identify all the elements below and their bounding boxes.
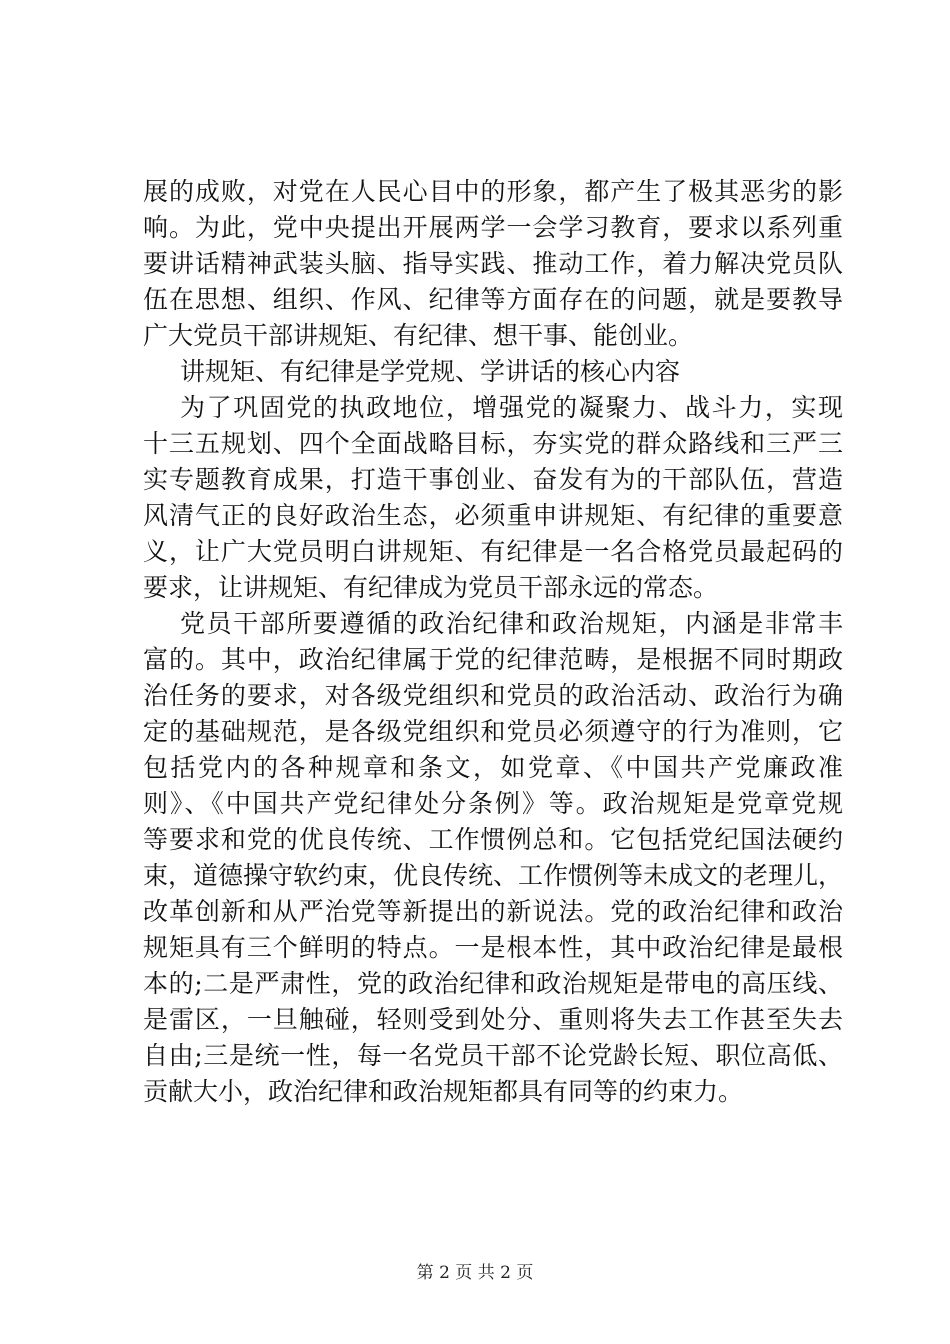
section-heading: 讲规矩、有纪律是学党规、学讲话的核心内容 bbox=[180, 357, 681, 386]
text-line: 规矩具有三个鲜明的特点。一是根本性，其中政治纪律是最根 bbox=[143, 933, 843, 962]
page-number-footer: 第 2 页 共 2 页 bbox=[416, 1263, 534, 1283]
text-line: 自由;三是统一性，每一名党员干部不论党龄长短、职位高低、 bbox=[143, 1041, 843, 1070]
text-line: 实专题教育成果，打造干事创业、奋发有为的干部队伍，营造 bbox=[143, 465, 843, 494]
text-line: 为了巩固党的执政地位，增强党的凝聚力、战斗力，实现 bbox=[180, 393, 843, 422]
body-text bbox=[143, 174, 843, 1110]
text-line: 改革创新和从严治党等新提出的新说法。党的政治纪律和政治 bbox=[143, 897, 843, 926]
text-line: 束，道德操守软约束，优良传统、工作惯例等未成文的老理儿， bbox=[143, 861, 844, 890]
text-line: 义，让广大党员明白讲规矩、有纪律是一名合格党员最起码的 bbox=[143, 537, 843, 566]
text-line: 本的;二是严肃性，党的政治纪律和政治规矩是带电的高压线、 bbox=[143, 969, 843, 998]
text-line: 要求，让讲规矩、有纪律成为党员干部永远的常态。 bbox=[143, 573, 719, 602]
text-line: 定的基础规范，是各级党组织和党员必须遵守的行为准则，它 bbox=[143, 717, 843, 746]
text-line: 展的成败，对党在人民心目中的形象，都产生了极其恶劣的影 bbox=[143, 177, 843, 206]
text-line: 则》、《中国共产党纪律处分条例》等。政治规矩是党章党规 bbox=[143, 789, 843, 818]
text-line: 贡献大小，政治纪律和政治规矩都具有同等的约束力。 bbox=[143, 1077, 744, 1106]
text-line: 广大党员干部讲规矩、有纪律、想干事、能创业。 bbox=[143, 321, 694, 350]
text-line: 富的。其中，政治纪律属于党的纪律范畴，是根据不同时期政 bbox=[143, 645, 843, 674]
text-line: 治任务的要求，对各级党组织和党员的政治活动、政治行为确 bbox=[143, 681, 843, 710]
text-line: 十三五规划、四个全面战略目标，夯实党的群众路线和三严三 bbox=[143, 429, 843, 458]
text-line: 是雷区，一旦触碰，轻则受到处分、重则将失去工作甚至失去 bbox=[143, 1005, 843, 1034]
text-line: 响。为此，党中央提出开展两学一会学习教育，要求以系列重 bbox=[143, 213, 843, 242]
text-line: 党员干部所要遵循的政治纪律和政治规矩，内涵是非常丰 bbox=[180, 609, 843, 638]
text-line: 等要求和党的优良传统、工作惯例总和。它包括党纪国法硬约 bbox=[143, 825, 843, 854]
text-line: 伍在思想、组织、作风、纪律等方面存在的问题，就是要教导 bbox=[143, 285, 843, 314]
text-line: 要讲话精神武装头脑、指导实践、推动工作，着力解决党员队 bbox=[143, 249, 843, 278]
text-line: 包括党内的各种规章和条文，如党章、《中国共产党廉政准 bbox=[143, 753, 843, 782]
text-line: 风清气正的良好政治生态，必须重申讲规矩、有纪律的重要意 bbox=[143, 501, 843, 530]
